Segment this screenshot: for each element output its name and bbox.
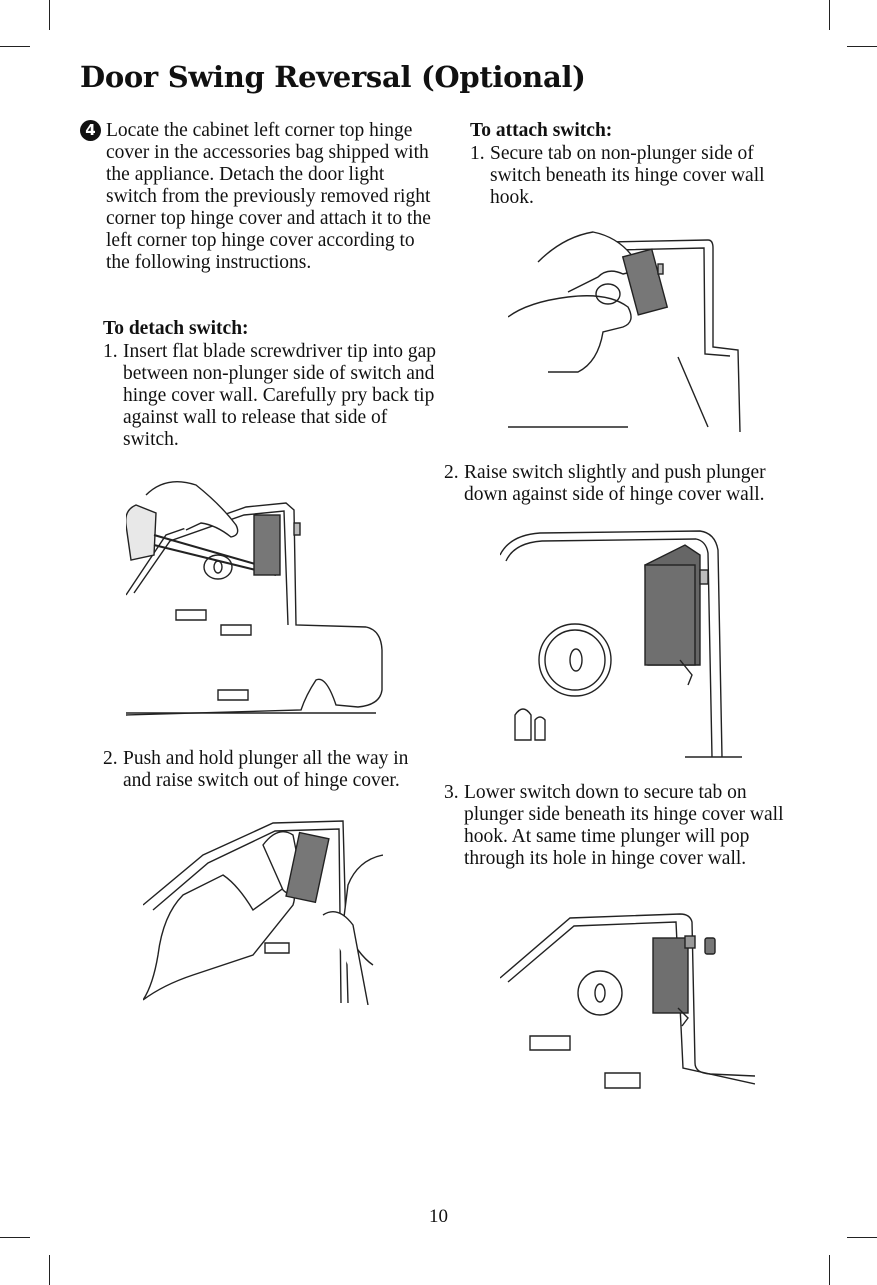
- attach-step-1: [470, 143, 800, 209]
- crop-mark: [847, 1237, 877, 1238]
- crop-mark: [0, 46, 30, 47]
- attach-step-3: [444, 782, 789, 870]
- illustration-raise-switch: [500, 525, 742, 763]
- attach-step-2: [444, 462, 804, 506]
- illustration-screwdriver-pry: [126, 465, 388, 720]
- illustration-push-plunger: [143, 815, 383, 1005]
- step-text: Push and hold plunger all the way in and raise switch out of hinge cover.: [123, 748, 409, 791]
- step-number: 2.: [444, 462, 459, 483]
- step-number: 1.: [470, 143, 485, 164]
- step-intro-text: Locate the cabinet left corner top hinge cover in the accessories bag shipped with the appliance. Detach the door light switch from the previously removed right corner top hinge cover and attach it to the left corner top hinge cover according to the following instructions.: [106, 120, 431, 273]
- crop-mark: [847, 46, 877, 47]
- step-number-badge: 4: [80, 120, 101, 141]
- crop-mark: [829, 1255, 830, 1285]
- step-number: 1.: [103, 341, 118, 362]
- detach-heading: To detach switch:: [103, 318, 249, 339]
- crop-mark: [49, 0, 50, 30]
- step-text: Insert flat blade screwdriver tip into gap between non-plunger side of switch and hinge cover wall. Carefully pry back tip against wall to release that side of switch.: [123, 341, 436, 450]
- page-title: Door Swing Reversal (Optional): [80, 60, 586, 94]
- crop-mark: [49, 1255, 50, 1285]
- step-number: 2.: [103, 748, 118, 769]
- step-text: Raise switch slightly and push plunger down against side of hinge cover wall.: [464, 462, 766, 505]
- detach-step-2: [103, 748, 438, 792]
- detach-step-1: [103, 341, 438, 451]
- illustration-lower-switch: [500, 908, 755, 1098]
- step-text: Lower switch down to secure tab on plunger side beneath its hinge cover wall hook. At same time plunger will pop through its hole in hinge cover wall.: [464, 782, 784, 869]
- crop-mark: [0, 1237, 30, 1238]
- page-number: 10: [429, 1206, 448, 1227]
- step-number: 3.: [444, 782, 459, 803]
- attach-heading: To attach switch:: [470, 120, 613, 141]
- step-text: Secure tab on non-plunger side of switch beneath its hinge cover wall hook.: [490, 143, 765, 208]
- crop-mark: [829, 0, 830, 30]
- illustration-secure-tab: [508, 222, 744, 432]
